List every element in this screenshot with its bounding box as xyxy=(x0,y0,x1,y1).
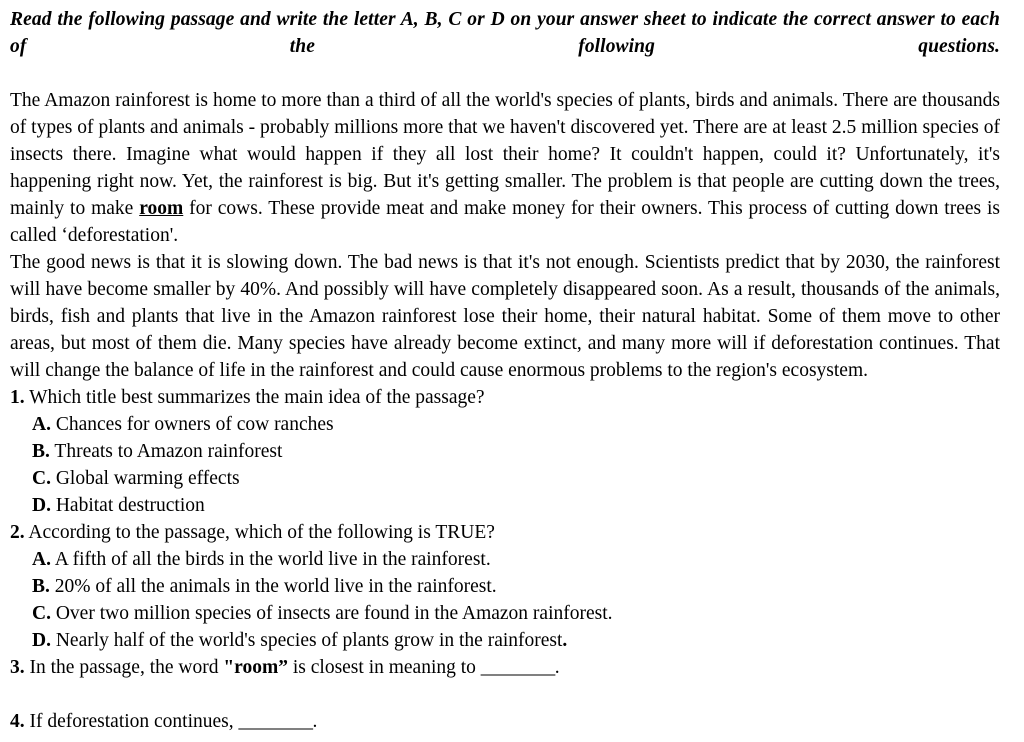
question-4 xyxy=(10,708,1000,735)
instruction-text: Read the following passage and write the letter A, B, C or D on your answer sheet to indicate the correct answer to each of the following questions. xyxy=(10,9,1000,57)
question-3-text-before: In the passage, the word xyxy=(24,657,224,678)
option-letter: B. xyxy=(32,441,50,462)
question-2-number: 2. xyxy=(10,522,25,543)
question-4-number: 4. xyxy=(10,711,25,732)
option-text: Threats to Amazon rainforest xyxy=(49,441,283,462)
option-text: Chances for owners of cow ranches xyxy=(50,414,334,435)
option-letter: C. xyxy=(32,603,51,624)
question-3-number: 3. xyxy=(10,657,25,678)
question-2 xyxy=(10,519,1000,546)
question-3-quoted-word: "room” xyxy=(223,657,288,678)
option-text: Nearly half of the world's species of plants grow in the rainforest xyxy=(50,630,563,651)
question-1-option-d[interactable] xyxy=(10,492,1000,519)
option-letter: B. xyxy=(32,576,50,597)
question-2-option-b[interactable] xyxy=(10,573,1000,600)
question-2-option-c[interactable] xyxy=(10,600,1000,627)
highlighted-word-room: room xyxy=(139,198,184,219)
option-letter: D. xyxy=(32,630,51,651)
question-3 xyxy=(10,654,1000,681)
passage-p2-text: The good news is that it is slowing down. The bad news is that it's not enough. Scientists predict that by 2030, the rainforest will have become smaller by 40%. And possibly will have completely disappeared soon. As a result, thousands of the animals, birds, fish and plants that live in the Amazon rainforest lose their home, their natural habitat. Some of them move to other areas, but most of them die. Many species have already become extinct, and many more will if deforestation continues. That will change the balance of life in the rainforest and could cause enormous problems to the region's ecosystem. xyxy=(10,252,1000,381)
option-text: 20% of all the animals in the world live in the rainforest. xyxy=(49,576,497,597)
question-3-period: . xyxy=(554,657,560,678)
option-text: A fifth of all the birds in the world live in the rainforest. xyxy=(50,549,491,570)
question-1-number: 1. xyxy=(10,387,25,408)
question-1-option-a[interactable] xyxy=(10,411,1000,438)
question-2-option-d[interactable] xyxy=(10,627,1000,654)
question-1 xyxy=(10,384,1000,411)
option-letter: C. xyxy=(32,468,51,489)
question-1-text: Which title best summarizes the main idea of the passage? xyxy=(24,387,485,408)
option-letter: A. xyxy=(32,414,51,435)
question-1-option-c[interactable] xyxy=(10,465,1000,492)
question-3-text-after: is closest in meaning to xyxy=(287,657,481,678)
option-letter: D. xyxy=(32,495,51,516)
option-text: Global warming effects xyxy=(50,468,240,489)
question-4-text: If deforestation continues, xyxy=(24,711,239,732)
passage-p1-text-before-highlight: The Amazon rainforest is home to more than a third of all the world's species of plants, birds and animals. There are thousands of types of plants and animals - probably millions more that we haven't discovered yet. There are at least 2.5 million species of insects there. Imagine what would happen if they all lost their home? It couldn't happen, could it? Unfortunately, it's happening right now. Yet, the rainforest is big. But it's getting smaller. The problem is that people are cutting down the trees, mainly to make xyxy=(10,90,1000,219)
question-2-text: According to the passage, which of the following is TRUE? xyxy=(24,522,495,543)
passage-paragraph-1 xyxy=(10,87,1000,249)
option-text: Habitat destruction xyxy=(50,495,205,516)
question-1-option-b[interactable] xyxy=(10,438,1000,465)
question-4-answer-blank[interactable]: ________ xyxy=(238,711,313,732)
option-text-period: . xyxy=(562,630,568,651)
questions-list xyxy=(10,384,1000,735)
option-text: Over two million species of insects are found in the Amazon rainforest. xyxy=(50,603,613,624)
blank-spacer-line xyxy=(10,681,1000,708)
question-3-answer-blank[interactable]: ________ xyxy=(480,657,555,678)
question-4-period: . xyxy=(312,711,318,732)
option-letter: A. xyxy=(32,549,51,570)
passage-p1-text-after-highlight: for cows. These provide meat and make money for their owners. This process of cutting down trees is called ‘deforestation'. xyxy=(10,198,1001,246)
question-2-option-a[interactable] xyxy=(10,546,1000,573)
instruction-heading xyxy=(10,6,1000,87)
passage-paragraph-2 xyxy=(10,249,1000,384)
